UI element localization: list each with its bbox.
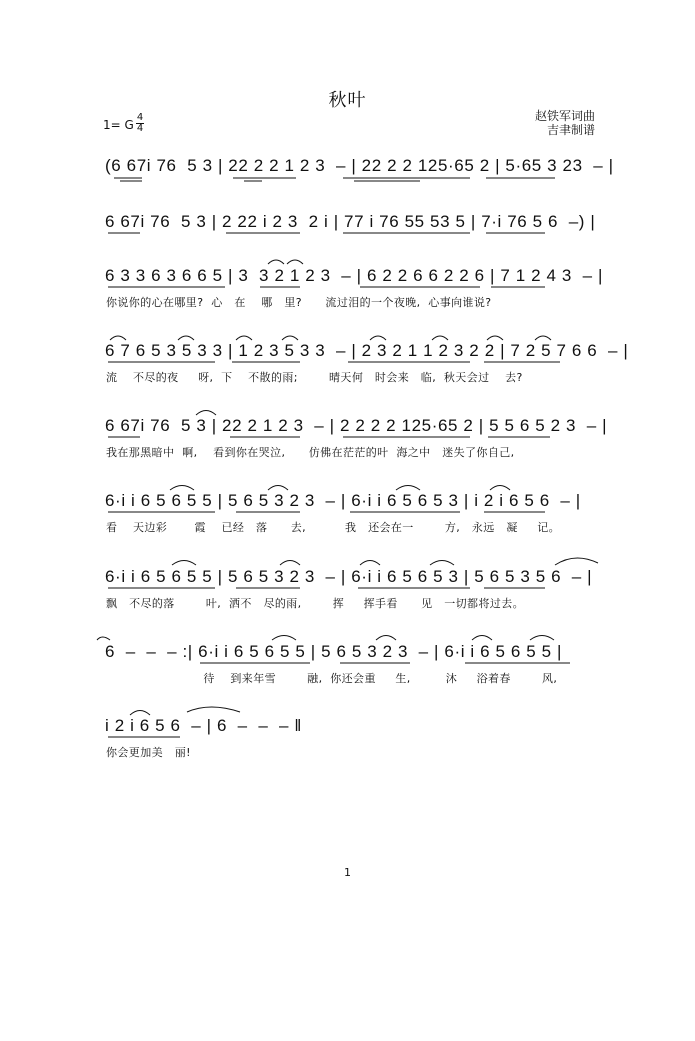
arranger: 吉聿制谱 [546, 123, 595, 137]
page-number: 1 [344, 866, 351, 879]
time-signature-bottom: 4 [136, 123, 144, 134]
lyric-line-7: 飘 不尽的落 叶, 洒不 尽的雨, 挥 挥手看 见 一切都将过去。 [106, 597, 525, 610]
song-title: 秋叶 [328, 90, 367, 111]
notation-line-8: 6 – – – :| 6·i i 6 5 6 5 5 | 5 6 5 3 2 3 – | 6·i i 6 5 6 5 5 | [105, 642, 563, 661]
notation-line-3: 6 3 3 6 3 6 6 5 | 3 3 2 1 2 3 – | 6 2 2 6 6 2 2 6 | 7 1 2 4 3 – | [105, 266, 603, 285]
lyric-line-5: 我在那黑暗中 啊, 看到你在哭泣, 仿佛在茫茫的叶 海之中 迷失了你自己, [106, 446, 515, 459]
notation-line-5: 6 67i 76 5 3 | 22 2 1 2 3 – | 2 2 2 2 125·65 2 | 5 5 6 5 2 3 – | [105, 416, 608, 435]
lyric-line-3: 你说你的心在哪里? 心 在 哪 里? 流过泪的一个夜晚, 心事向谁说? [106, 296, 492, 309]
lyric-line-8: 待 到来年雪 融, 你还会重 生, 沐 浴着春 风, [106, 672, 558, 685]
notation-line-2: 6 67i 76 5 3 | 2 22 i 2 3 2 i | 77 i 76 55 53 5 | 7·i 76 5 6 –) | [105, 212, 596, 231]
notation-line-9: i 2 i 6 5 6 – | 6 – – – ‖ [105, 716, 303, 735]
notation-line-7: 6·i i 6 5 6 5 5 | 5 6 5 3 2 3 – | 6·i i 6 5 6 5 3 | 5 6 5 3 5 6 – | [105, 567, 593, 586]
lyric-line-9: 你会更加美 丽! [106, 746, 191, 759]
notation-line-1: (6 67i 76 5 3 | 22 2 2 1 2 3 – | 22 2 2 125·65 2 | 5·65 3 23 – | [105, 156, 614, 175]
lyric-line-4: 流 不尽的夜 呀, 下 不散的雨; 晴天何 时会来 临, 秋天会过 去? [106, 371, 523, 384]
time-signature-top: 4 [136, 112, 144, 123]
lyric-line-6: 看 天边彩 霞 已经 落 去, 我 还会在一 方, 永远 凝 记。 [106, 521, 560, 534]
notation-line-6: 6·i i 6 5 6 5 5 | 5 6 5 3 2 3 – | 6·i i 6 5 6 5 3 | i 2 i 6 5 6 – | [105, 491, 581, 510]
notation-line-4: 6 7 6 5 3 5 3 3 | 1 2 3 5 3 3 – | 2 3 2 1 1 2 3 2 2 | 7 2 5 7 6 6 – | [105, 341, 629, 360]
key-signature: 1= G [103, 118, 134, 132]
lyricist-composer: 赵铁军词曲 [534, 109, 595, 123]
